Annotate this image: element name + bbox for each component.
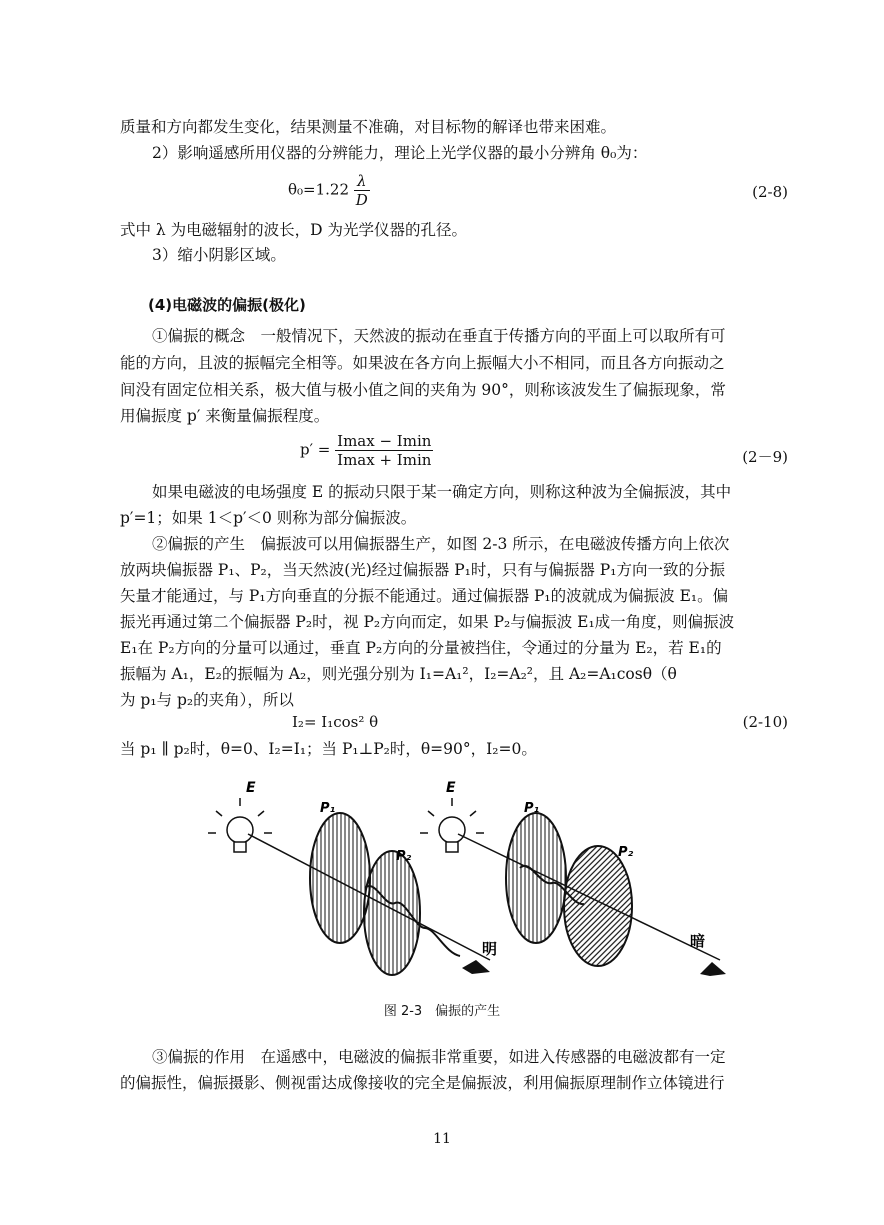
left-setup [208,780,497,975]
text-line: 振幅为 A₁，E₂的振幅为 A₂，则光强分别为 I₁=A₁²，I₂=A₂²，且 A₂=A₁cosθ（θ [120,665,677,683]
text-line: 式中 λ 为电磁辐射的波长，D 为光学仪器的孔径。 [120,221,468,239]
text-line: 矢量才能通过，与 P₁方向垂直的分振不能通过。通过偏振器 P₁的波就成为偏振波 E₁。偏 [120,587,729,605]
text-line: 用偏振度 p′ 来衡量偏振程度。 [120,407,330,425]
text-line: E₁在 P₂方向的分量可以通过，垂直 P₂方向的分量被挡住，令通过的分量为 E₂，若 E₁的 [120,639,722,657]
figure-caption: 图 2-3 偏振的产生 [383,1004,501,1019]
label-p1: P₁ [320,801,336,816]
label-e: E [246,780,256,796]
label-p2: P₂ [396,849,412,864]
label-p1: P₁ [524,801,540,816]
equation-number: (2-10) [742,713,788,731]
eye-icon [700,962,726,976]
equation-number: (2－9) [742,448,788,466]
text-line: 间没有固定位相关系，极大值与极小值之间的夹角为 90°，则称该波发生了偏振现象，常 [120,381,726,399]
text-line: ③偏振的作用 在遥感中，电磁波的偏振非常重要，如进入传感器的电磁波都有一定 [152,1048,726,1066]
text-line: 振光再通过第二个偏振器 P₂时，视 P₂方向而定，如果 P₂与偏振波 E₁成一角度，则偏振波 [120,613,735,631]
text-line: 2）影响遥感所用仪器的分辨能力，理论上光学仪器的最小分辨角 θ₀为： [152,144,648,162]
equation-lhs: p′ = [300,440,331,459]
polarizer-p2 [364,851,420,975]
right-setup [420,780,726,976]
fraction-numerator: λ [354,172,370,191]
label-e: E [446,780,456,796]
section-heading: (4)电磁波的偏振(极化) [148,296,306,314]
polarization-figure [200,778,760,988]
text-line: ②偏振的产生 偏振波可以用偏振器生产，如图 2-3 所示，在电磁波传播方向上依次 [152,535,730,553]
label-dark: 暗 [690,932,706,950]
text-line: 能的方向，且波的振幅完全相等。如果波在各方向上振幅大小不相同，而且各方向振动之 [120,354,725,372]
fraction-denominator: D [355,191,368,209]
eye-icon [462,960,490,974]
text-line: ①偏振的概念 一般情况下，天然波的振动在垂直于传播方向的平面上可以取所有可 [152,327,726,345]
equation-fraction [335,432,433,469]
equation-2-8 [288,172,370,209]
polarizer-p2 [564,846,632,966]
text-line: 的偏振性，偏振摄影、侧视雷达成像接收的完全是偏振波，利用偏振原理制作立体镜进行 [120,1074,725,1092]
text-line: 放两块偏振器 P₁、P₂，当天然波(光)经过偏振器 P₁时，只有与偏振器 P₁方向一致的分振 [120,561,725,579]
text-line: 为 p₁与 p₂的夹角），所以 [120,691,294,709]
label-p2: P₂ [618,845,634,860]
bulb-icon [420,798,484,852]
equation-2-10: I₂= I₁cos² θ [292,713,379,731]
text-line: p′=1；如果 1＜p′＜0 则称为部分偏振波。 [120,509,417,527]
equation-lhs: θ₀=1.22 [288,180,350,199]
text-line: 质量和方向都发生变化，结果测量不准确，对目标物的解译也带来困难。 [120,118,617,136]
fraction-numerator: Imax − Imin [337,432,432,450]
polarizer-p1 [506,813,566,943]
equation-number: (2-8) [752,183,788,201]
equation-2-9 [300,432,433,469]
text-line: 如果电磁波的电场强度 E 的振动只限于某一确定方向，则称这种波为全偏振波，其中 [152,483,732,501]
bulb-icon [208,798,272,852]
label-bright: 明 [482,940,498,958]
page-number: 11 [433,1131,451,1147]
text-line: 3）缩小阴影区域。 [152,246,286,264]
text-line: 当 p₁ ∥ p₂时，θ=0、I₂=I₁；当 P₁⊥P₂时，θ=90°，I₂=0。 [120,740,537,758]
equation-fraction [354,172,370,209]
polarizer-p1 [310,813,370,943]
fraction-denominator: Imax + Imin [337,451,432,469]
